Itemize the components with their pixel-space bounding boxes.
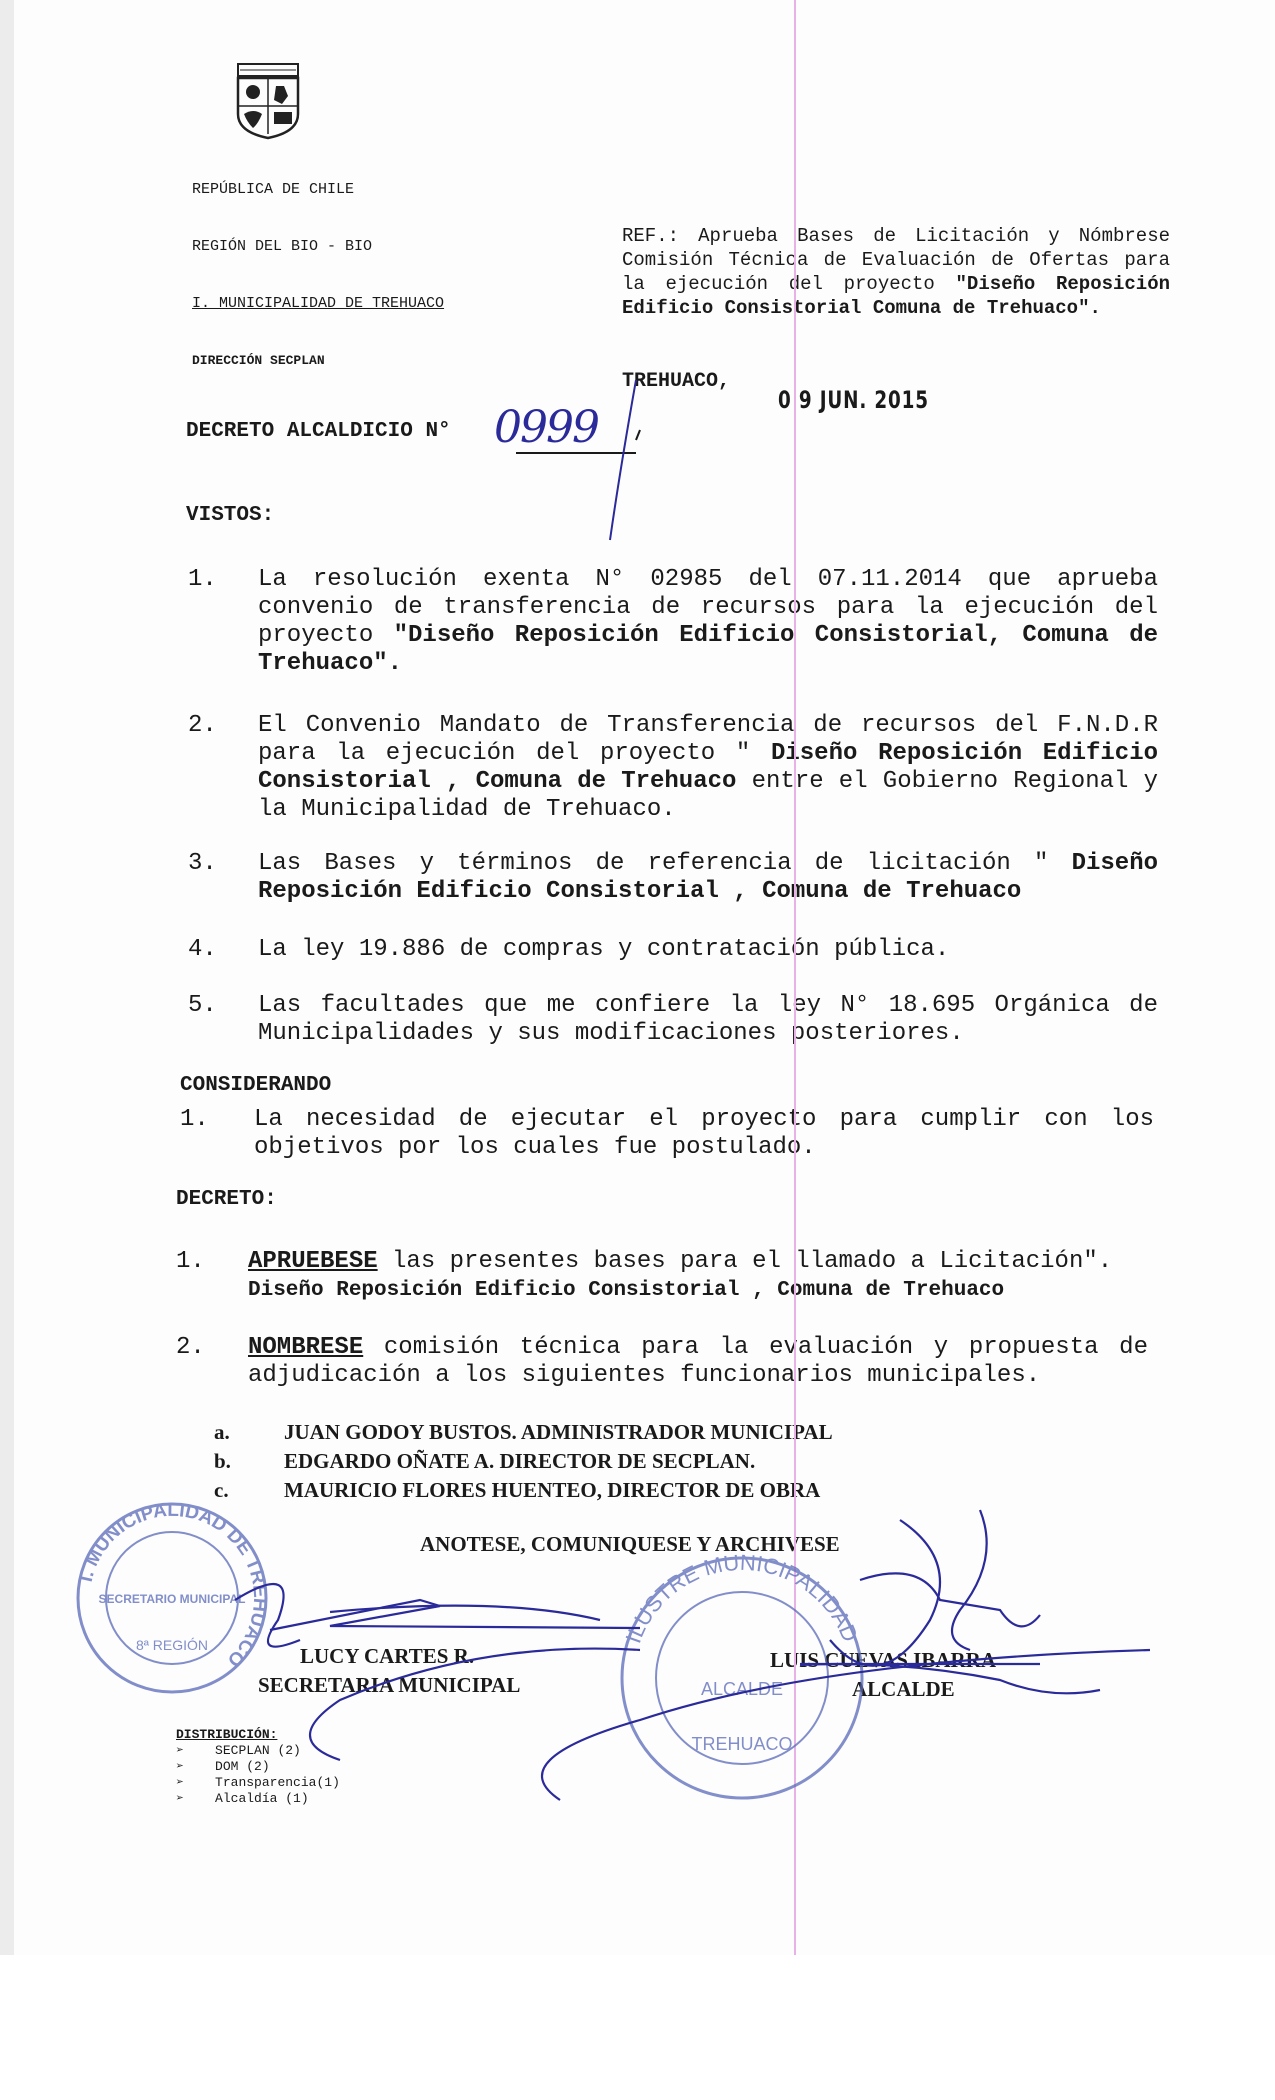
- distribution-item: ➢ SECPLAN (2): [176, 1743, 301, 1758]
- decreto-heading: DECRETO:: [176, 1188, 277, 1211]
- item-text: La ley 19.886 de compras y contratación pública.: [258, 936, 950, 963]
- coat-of-arms-icon: [230, 62, 306, 140]
- arrow-icon: ➢: [176, 1759, 216, 1774]
- distribution-item: ➢ Transparencia(1): [176, 1775, 340, 1790]
- distribution-list: [176, 1727, 340, 1807]
- item-number: 1.: [176, 1248, 205, 1275]
- item-bold: NOMBRESE: [248, 1334, 364, 1361]
- vistos-item-3: [188, 850, 1163, 910]
- reference-block: [622, 224, 1170, 320]
- item-text: La necesidad de ejecutar el proyecto para cumplir con los objetivos por los cuales fue postulado.: [254, 1106, 1154, 1161]
- letterhead-municipality: I. MUNICIPALIDAD DE TREHUACO: [192, 295, 445, 312]
- member-letter: a.: [214, 1420, 230, 1444]
- decreto-item-2: [176, 1334, 1163, 1394]
- ref-label: REF.:: [622, 225, 680, 247]
- decree-number-handwritten: 0999: [494, 402, 598, 453]
- ref-text: Aprueba Bases de Licitación y Nómbrese Comisión Técnica de Evaluación de Ofertas para la ejecución del proyecto: [622, 225, 1170, 295]
- distribution-item: ➢ Alcaldía (1): [176, 1791, 309, 1806]
- decree-number-line: [186, 420, 451, 443]
- member-letter: b.: [214, 1449, 231, 1473]
- vistos-item-4: [188, 936, 1163, 966]
- item-bold: APRUEBESE: [248, 1248, 378, 1275]
- signature-right-title: ALCALDE: [852, 1677, 955, 1701]
- signature-left-title: SECRETARIA MUNICIPAL: [258, 1673, 521, 1697]
- distribution-item: ➢ DOM (2): [176, 1759, 270, 1774]
- item-text: las presentes bases para el llamado a Licitación".: [377, 1248, 1113, 1275]
- item-text: La resolución exenta N° 02985 del 07.11.2014 que aprueba convenio de transferencia de recursos para la ejecución del proyecto: [258, 566, 1158, 649]
- stamp-ring-text: I. MUNICIPALIDAD DE TREHUACO: [75, 1499, 271, 1671]
- item-text: Las facultades que me confiere la ley N° 18.695 Orgánica de Municipalidades y sus modificaciones posteriores.: [258, 992, 1158, 1047]
- item-number: 2.: [176, 1334, 205, 1361]
- item-text: comisión técnica para la evaluación y propuesta de adjudicación a los siguientes funcionarios municipales.: [248, 1334, 1148, 1389]
- considerando-item-1: [180, 1106, 1163, 1166]
- decreto-item-1: [176, 1248, 1163, 1308]
- item-number: 3.: [188, 850, 217, 877]
- member-name: JUAN GODOY BUSTOS. ADMINISTRADOR MUNICIPAL: [284, 1420, 833, 1444]
- item-bold: "Diseño Reposición Edificio Consistorial, Comuna de Trehuaco".: [258, 622, 1158, 677]
- vistos-item-2: [188, 712, 1163, 824]
- member-row: [214, 1447, 833, 1476]
- letterhead-region: REGIÓN DEL BIO - BIO: [192, 238, 373, 255]
- signature-left-name: LUCY CARTES R.: [300, 1644, 475, 1668]
- item-bold: Diseño Reposición Edificio Consistorial , Comuna de Trehuaco: [258, 740, 1158, 795]
- member-letter: c.: [214, 1478, 229, 1502]
- member-name: MAURICIO FLORES HUENTEO, DIRECTOR DE OBRA: [284, 1478, 821, 1502]
- considerando-heading: CONSIDERANDO: [180, 1074, 332, 1097]
- arrow-icon: ➢: [176, 1791, 216, 1806]
- item-project: Diseño Reposición Edificio Consistorial , Comuna de Trehuaco: [248, 1279, 1005, 1302]
- member-name: EDGARDO OÑATE A. DIRECTOR DE SECPLAN.: [284, 1449, 756, 1473]
- item-bold: Diseño Reposición Edificio Consistorial , Comuna de Trehuaco: [258, 850, 1158, 905]
- place: TREHUACO,: [622, 370, 731, 393]
- vistos-heading: VISTOS:: [186, 504, 275, 527]
- stamp-center-text: ALCALDE: [700, 1679, 784, 1699]
- arrow-icon: ➢: [176, 1743, 216, 1758]
- ref-project: "Diseño Reposición Edificio Consistorial Comuna de Trehuaco".: [622, 273, 1171, 319]
- member-row: [214, 1476, 833, 1505]
- vistos-item-1: [188, 566, 1163, 678]
- stamp-center-text: SECRETARIO MUNICIPAL: [98, 1592, 246, 1606]
- distribution-heading: DISTRIBUCIÓN:: [176, 1727, 278, 1742]
- item-number: 5.: [188, 992, 217, 1019]
- letterhead-country: REPÚBLICA DE CHILE: [192, 181, 355, 198]
- stamp-bottom-text: 8ª REGIÓN: [135, 1637, 209, 1653]
- letterhead-department: DIRECCIÓN SECPLAN: [192, 353, 325, 368]
- commission-members: [214, 1418, 833, 1505]
- item-text: Las Bases y términos de referencia de licitación ": [258, 850, 1072, 877]
- signature-right-name: LUIS CUEVAS IBARRA: [770, 1648, 997, 1672]
- member-row: [214, 1418, 833, 1447]
- arrow-icon: ➢: [176, 1775, 216, 1790]
- item-number: 1.: [180, 1106, 209, 1133]
- item-number: 4.: [188, 936, 217, 963]
- vistos-item-5: [188, 992, 1163, 1052]
- item-text-post: entre el Gobierno Regional y la Municipalidad de Trehuaco.: [258, 768, 1159, 823]
- stamp-ring-text: ILUSTRE MUNICIPALIDAD: [620, 1549, 864, 1647]
- page-margin: [0, 1955, 1275, 2100]
- letterhead: [192, 142, 444, 389]
- stamp-bottom-text: TREHUACO: [691, 1734, 793, 1754]
- decree-label: DECRETO ALCALDICIO N°: [186, 420, 451, 443]
- closing-formula: ANOTESE, COMUNIQUESE Y ARCHIVESE: [420, 1532, 840, 1556]
- date-stamp: 0 9 JUN. 2015: [778, 386, 929, 414]
- item-number: 2.: [188, 712, 217, 739]
- item-text: El Convenio Mandato de Transferencia de recursos del F.N.D.R para la ejecución del proyecto ": [258, 712, 1158, 767]
- item-number: 1.: [188, 566, 217, 593]
